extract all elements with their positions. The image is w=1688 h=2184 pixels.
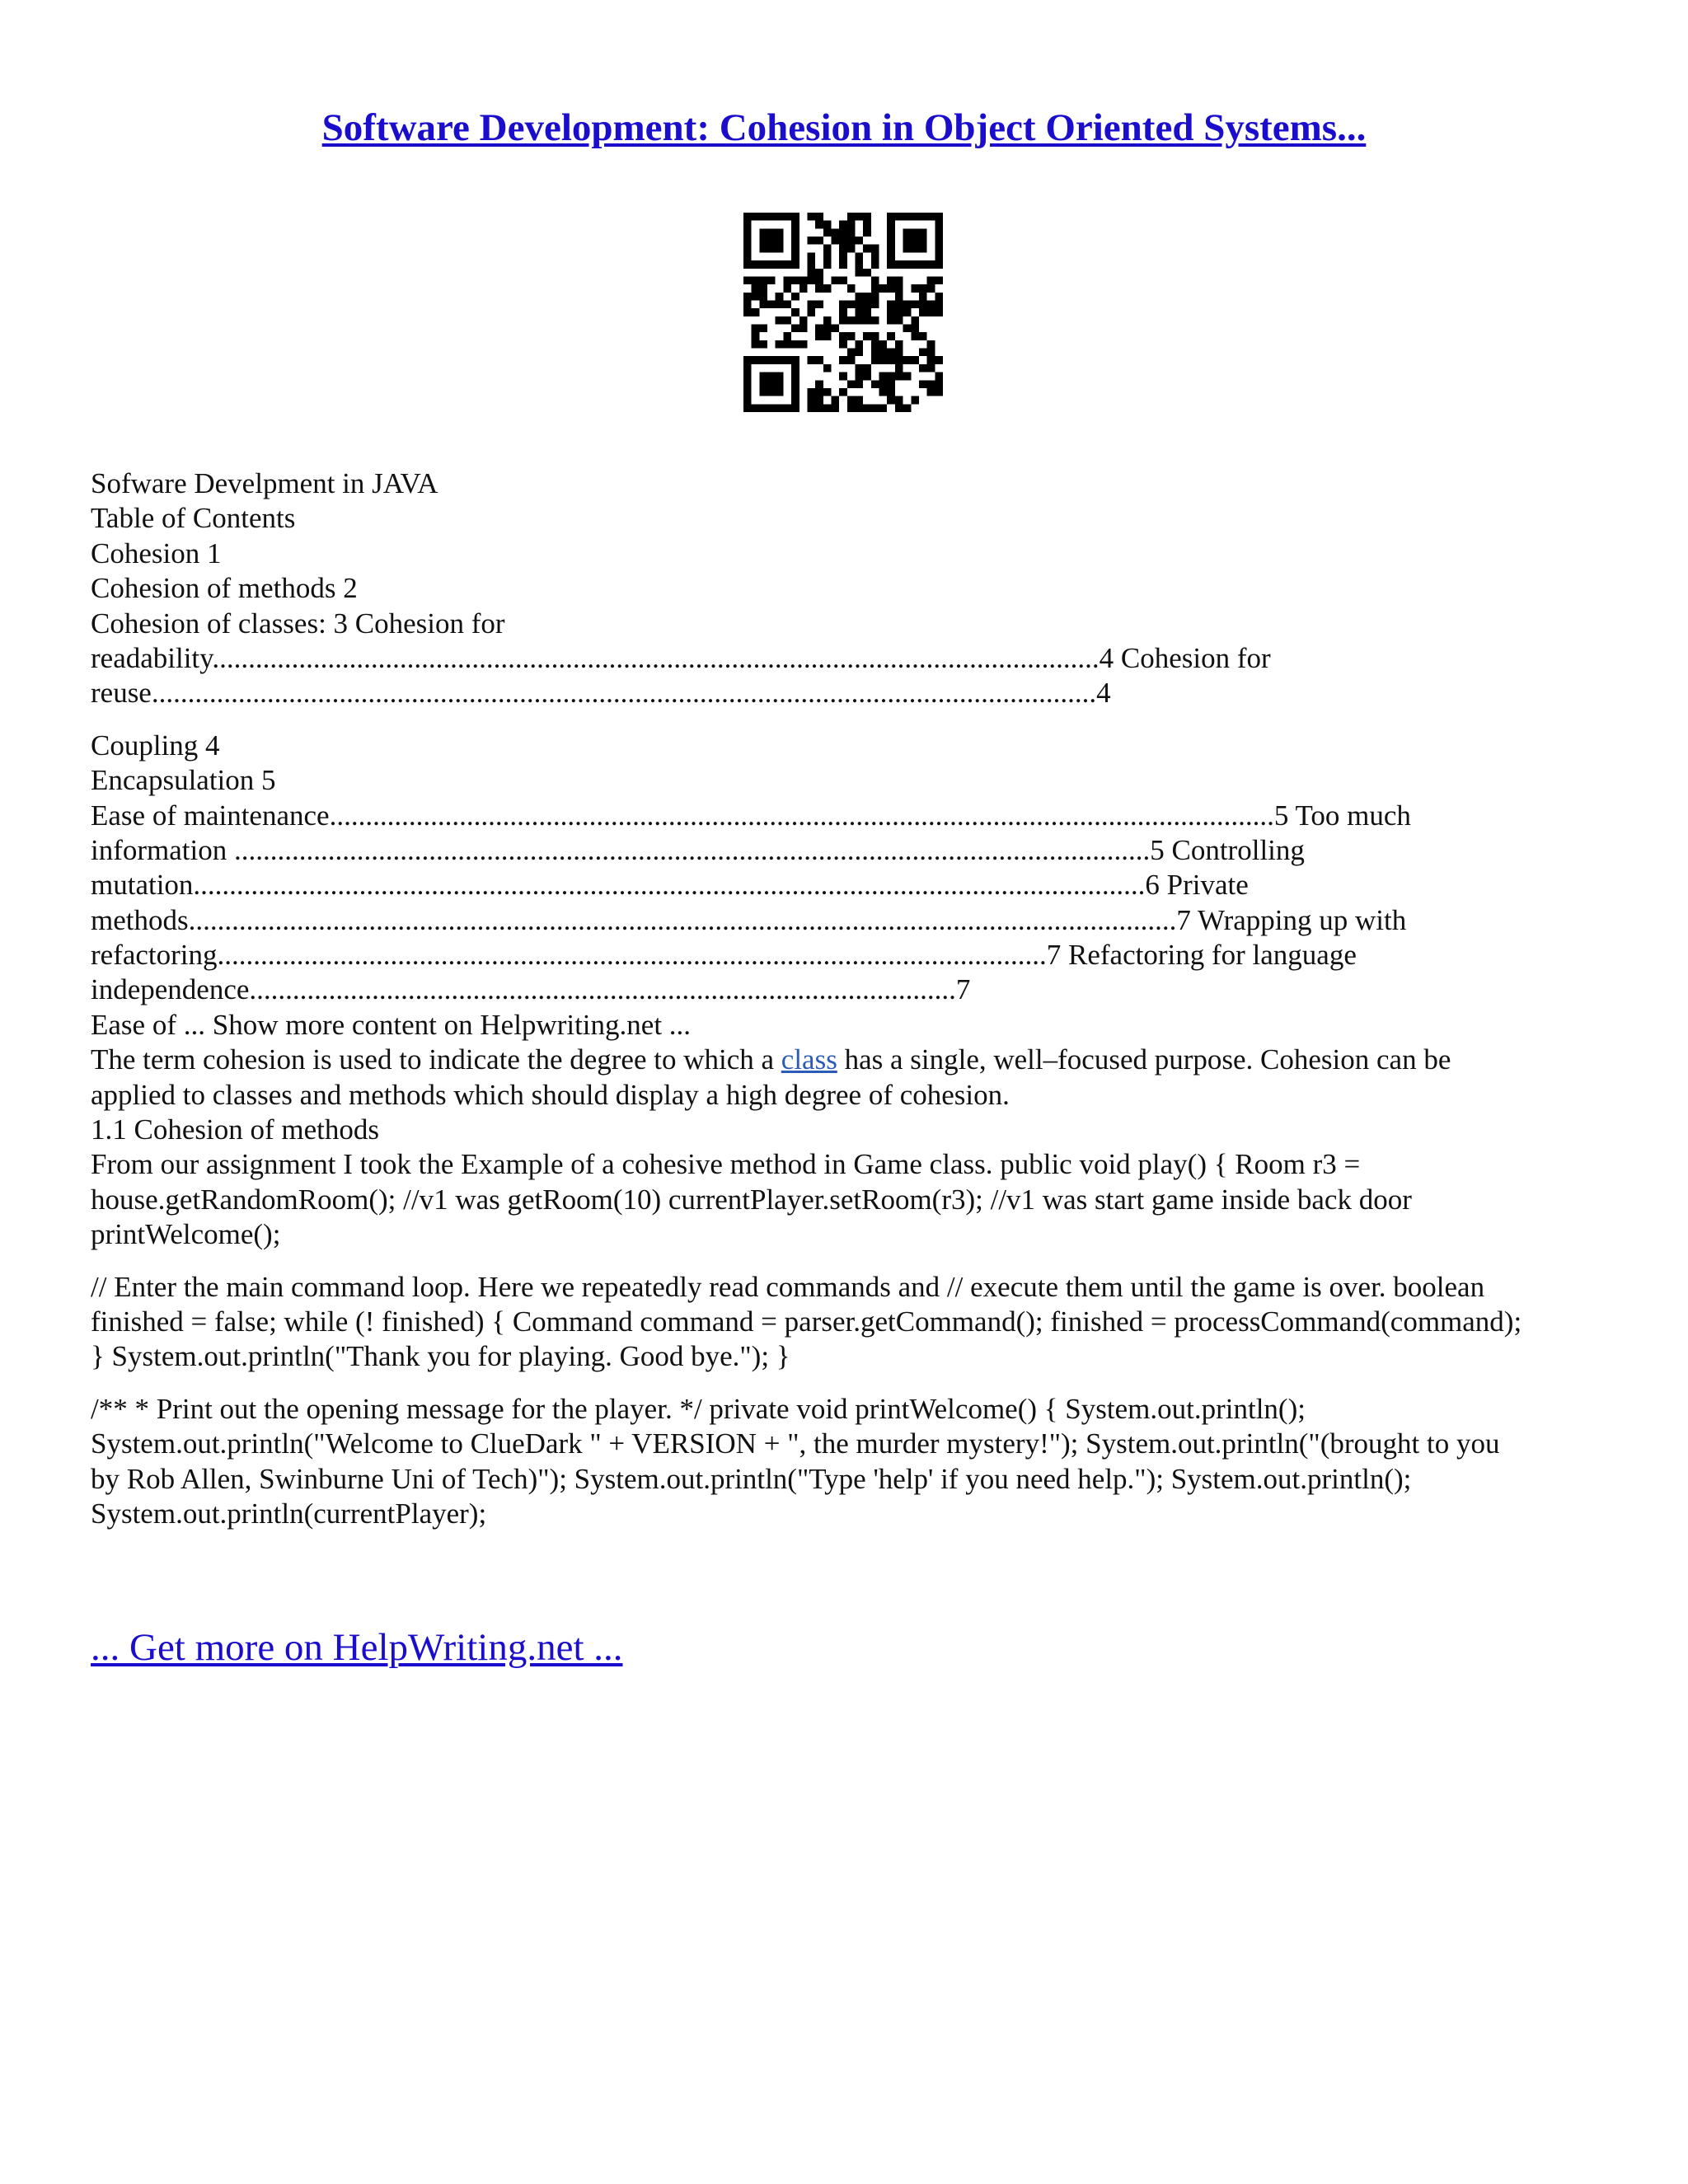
toc-line: readability...........................................................................................................................4 Cohesion for <box>91 641 1271 674</box>
show-more-line: Ease of ... Show more content on Helpwriting.net ... <box>91 1008 692 1041</box>
section-heading: 1.1 Cohesion of methods <box>91 1113 379 1146</box>
paragraph-line: /** * Print out the opening message for the player. */ private void printWelcome() { System.out.println(); <box>91 1392 1306 1425</box>
toc-line: Cohesion 1 <box>91 537 222 569</box>
paragraph-line: System.out.println(currentPlayer); <box>91 1497 487 1530</box>
cohesion-definition-line-2: applied to classes and methods which should display a high degree of cohesion. <box>91 1078 1010 1111</box>
paragraph-line: System.out.println("Welcome to ClueDark " + VERSION + ", the murder mystery!"); System.out.println("(brought to you <box>91 1427 1500 1460</box>
paragraph-line: by Rob Allen, Swinburne Uni of Tech)"); System.out.println("Type 'help' if you need help."); System.out.println(); <box>91 1462 1412 1495</box>
toc-line: Ease of maintenance...................................................................................................................................5 Too much <box>91 799 1411 832</box>
toc-line: refactoring...................................................................................................................7 Refactoring for language <box>91 939 1357 972</box>
class-link[interactable]: class <box>781 1043 837 1076</box>
spacer <box>91 711 1607 729</box>
get-more-link[interactable]: ... Get more on HelpWriting.net ... <box>91 1626 623 1669</box>
cohesion-text-before: The term cohesion is used to indicate the degree to which a <box>91 1043 781 1076</box>
title-container <box>0 105 1688 150</box>
cohesion-definition-line <box>91 1043 1607 1077</box>
paragraph-line: // Enter the main command loop. Here we repeatedly read commands and // execute them until the game is over. boolean <box>91 1270 1485 1303</box>
document-title-link[interactable]: Software Development: Cohesion in Object Oriented Systems... <box>321 106 1367 149</box>
toc-line: independence..................................................................................................7 <box>91 973 971 1006</box>
toc-line: reuse...................................................................................................................................4 <box>91 677 1111 710</box>
toc-line: Cohesion of methods 2 <box>91 572 358 605</box>
paragraph-line: } System.out.println("Thank you for playing. Good bye."); } <box>91 1340 790 1373</box>
toc-line: Table of Contents <box>91 502 296 535</box>
toc-line: mutation....................................................................................................................................6 Private <box>91 869 1249 902</box>
footer-container <box>91 1625 623 1670</box>
toc-line: information ...............................................................................................................................5 Controlling <box>91 833 1305 866</box>
toc-line: methods.........................................................................................................................................7 Wrapping up with <box>91 903 1407 936</box>
spacer <box>91 1253 1607 1270</box>
cohesion-text-after: has a single, well–focused purpose. Cohesion can be <box>837 1043 1451 1076</box>
paragraph-line: printWelcome(); <box>91 1218 281 1251</box>
toc-line: Coupling 4 <box>91 729 220 762</box>
toc-line: Encapsulation 5 <box>91 764 276 797</box>
spacer <box>91 1375 1607 1392</box>
toc-line: Sofware Develpment in JAVA <box>91 467 438 499</box>
toc-line: Cohesion of classes: 3 Cohesion for <box>91 607 505 640</box>
paragraph-line: finished = false; while (! finished) { Command command = parser.getCommand(); finished = processCommand(command); <box>91 1305 1522 1338</box>
paragraph-line: house.getRandomRoom(); //v1 was getRoom(10) currentPlayer.setRoom(r3); //v1 was start game inside back door <box>91 1183 1412 1216</box>
document-body <box>91 466 1607 1531</box>
paragraph-line: From our assignment I took the Example of a cohesive method in Game class. public void play() { Room r3 = <box>91 1148 1361 1181</box>
qr-code-icon <box>743 213 943 412</box>
